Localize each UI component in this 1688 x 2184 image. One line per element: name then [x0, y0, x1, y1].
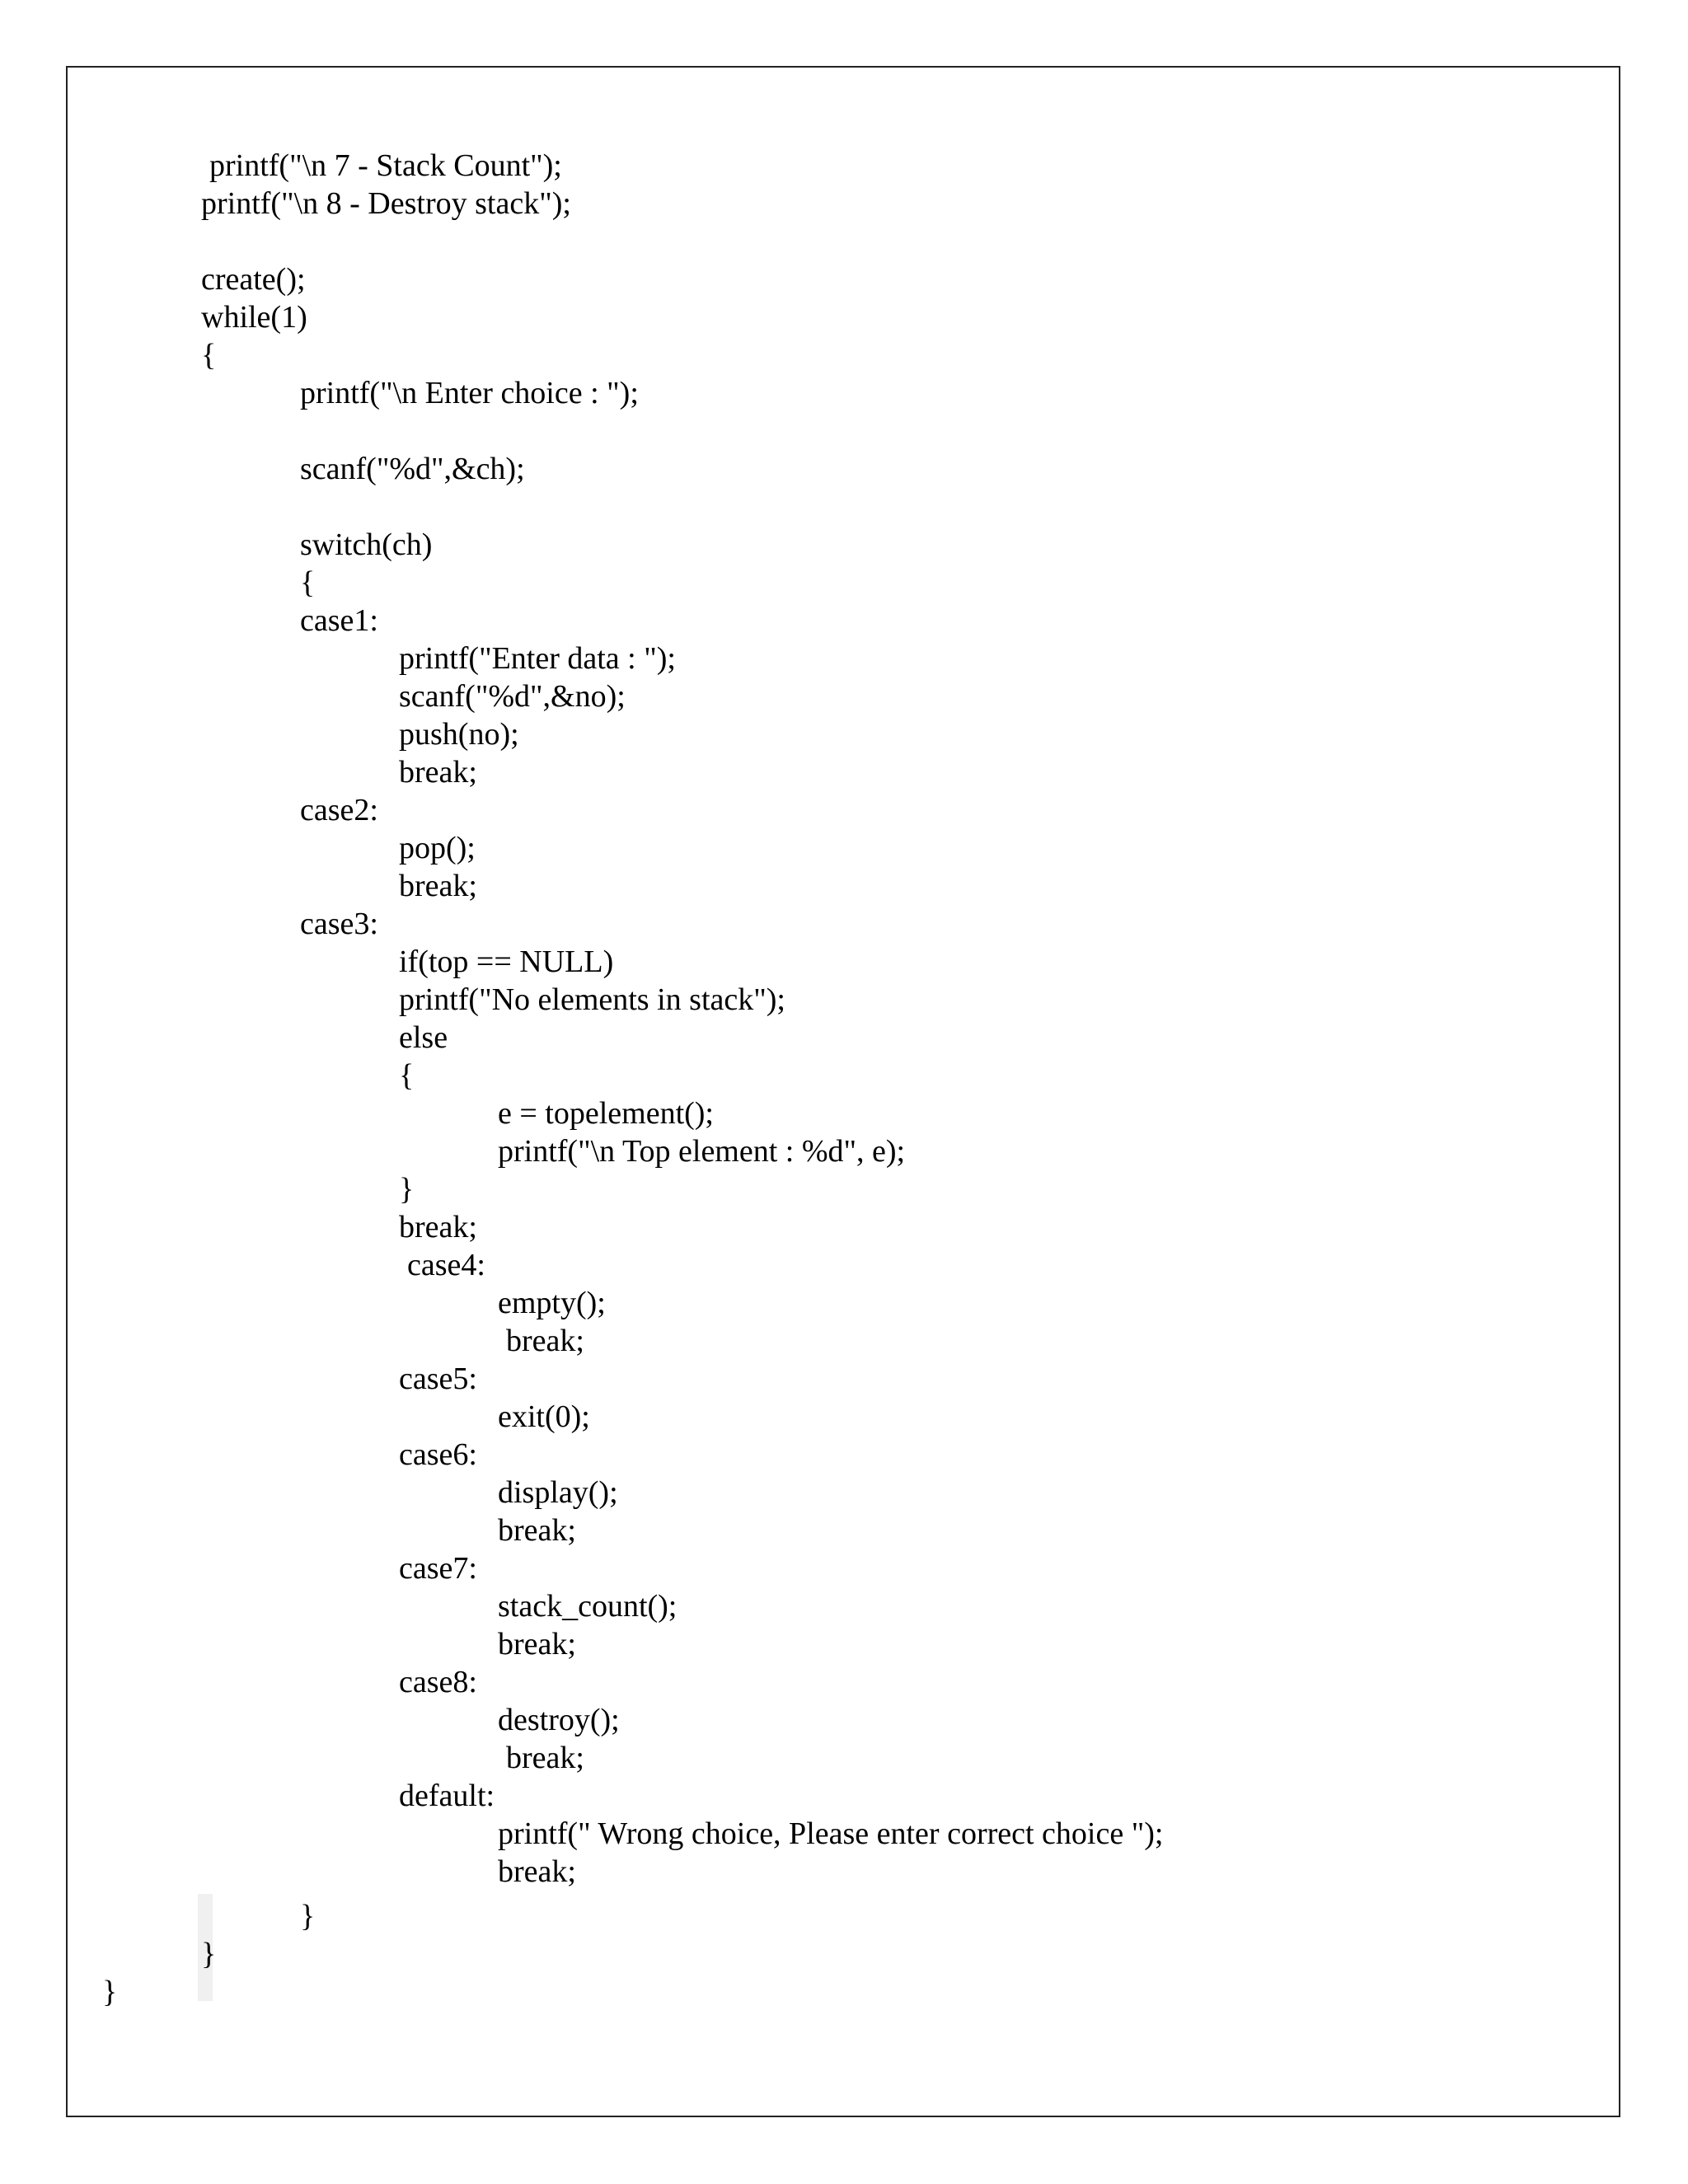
code-line: default:: [399, 1779, 495, 1813]
code-line: case6:: [399, 1437, 477, 1472]
code-line: scanf("%d",&ch);: [300, 452, 525, 486]
code-line: }: [102, 1975, 118, 2009]
code-line: break;: [399, 869, 477, 903]
code-line: switch(ch): [300, 527, 433, 562]
code-line: destroy();: [498, 1703, 620, 1737]
page-border: [66, 66, 1620, 2117]
code-line: exit(0);: [498, 1399, 590, 1434]
code-line: {: [300, 565, 316, 600]
code-line: printf("\n Enter choice : ");: [300, 376, 639, 410]
code-line: scanf("%d",&no);: [399, 679, 626, 714]
code-line: {: [399, 1058, 415, 1093]
code-line: display();: [498, 1475, 618, 1510]
code-line: }: [201, 1937, 217, 1971]
code-line: case3:: [300, 907, 378, 941]
code-line: while(1): [201, 300, 307, 335]
code-line: {: [201, 338, 217, 373]
code-line: break;: [506, 1741, 584, 1775]
code-line: printf("\n 8 - Destroy stack");: [201, 186, 571, 221]
code-line: case8:: [399, 1665, 477, 1699]
code-line: pop();: [399, 831, 476, 865]
code-line: break;: [498, 1627, 576, 1661]
code-line: case1:: [300, 603, 378, 638]
code-line: push(no);: [399, 717, 519, 752]
code-line: printf("No elements in stack");: [399, 982, 785, 1017]
code-line: printf(" Wrong choice, Please enter correct choice ");: [498, 1816, 1164, 1851]
code-line: printf("\n 7 - Stack Count");: [209, 148, 562, 183]
code-line: break;: [399, 755, 477, 790]
code-line: e = topelement();: [498, 1096, 714, 1131]
code-line: stack_count();: [498, 1589, 678, 1624]
code-line: break;: [399, 1210, 477, 1244]
code-line: case2:: [300, 793, 378, 827]
code-line: break;: [498, 1854, 576, 1889]
code-line: case5:: [399, 1361, 477, 1396]
code-line: if(top == NULL): [399, 944, 614, 979]
code-line: }: [300, 1899, 316, 1933]
code-line: }: [399, 1172, 415, 1207]
code-line: case4:: [407, 1248, 485, 1282]
code-line: else: [399, 1020, 448, 1055]
code-line: break;: [506, 1324, 584, 1358]
code-line: case7:: [399, 1551, 477, 1586]
code-line: create();: [201, 262, 306, 297]
code-line: printf("Enter data : ");: [399, 641, 676, 676]
code-line: empty();: [498, 1286, 606, 1320]
code-line: printf("\n Top element : %d", e);: [498, 1134, 906, 1169]
code-line: break;: [498, 1513, 576, 1548]
